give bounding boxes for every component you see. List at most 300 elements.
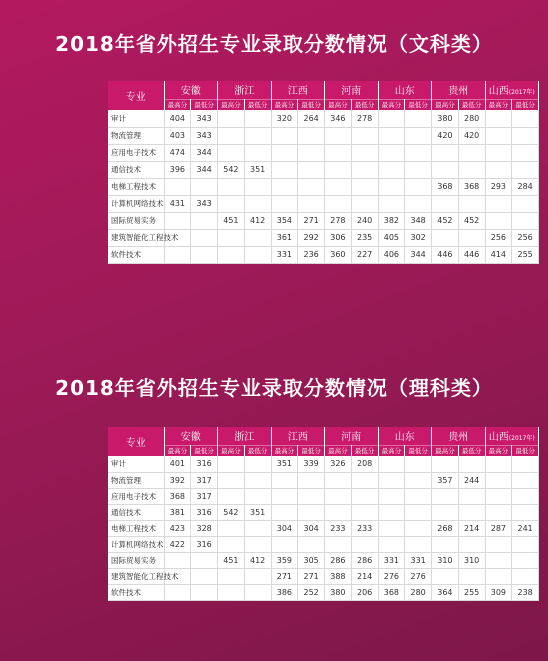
score-cell: [244, 472, 271, 488]
score-cell: 316: [191, 504, 218, 520]
score-cell: [512, 161, 539, 178]
score-cell: 401: [164, 456, 191, 472]
score-cell: 236: [298, 246, 325, 263]
score-cell: 310: [458, 552, 485, 568]
province-name: 山西: [488, 432, 509, 444]
table-row: [108, 144, 539, 161]
score-cell: 292: [298, 229, 325, 246]
score-cell: [244, 144, 271, 161]
score-cell: 396: [164, 161, 191, 178]
score-cell: [378, 110, 405, 127]
score-cell: [325, 178, 352, 195]
score-cell: [432, 144, 459, 161]
score-cell: [378, 195, 405, 212]
score-cell: 343: [191, 110, 218, 127]
major-name: 建筑智能化工程技术: [108, 229, 164, 246]
min-score-header: 最低分: [351, 445, 378, 456]
score-cell: [405, 520, 432, 536]
score-cell: [512, 127, 539, 144]
score-cell: 361: [271, 229, 298, 246]
score-cell: 317: [191, 488, 218, 504]
score-cell: [218, 178, 245, 195]
score-cell: [458, 536, 485, 552]
score-cell: [485, 552, 512, 568]
score-table: [108, 427, 539, 601]
score-cell: [378, 536, 405, 552]
score-cell: 381: [164, 504, 191, 520]
section-title: 2018年省外招生专业录取分数情况（理科类）: [55, 376, 493, 400]
score-cell: 446: [432, 246, 459, 263]
section-title: 2018年省外招生专业录取分数情况（文科类）: [55, 32, 493, 56]
score-cell: [325, 161, 352, 178]
score-cell: [405, 127, 432, 144]
score-cell: [164, 584, 191, 600]
score-cell: [432, 161, 459, 178]
score-cell: [351, 472, 378, 488]
score-cell: [485, 536, 512, 552]
min-score-header: 最低分: [191, 445, 218, 456]
score-cell: 293: [485, 178, 512, 195]
major-name: 国际贸易实务: [108, 552, 164, 568]
score-cell: [244, 536, 271, 552]
table-row: [108, 536, 539, 552]
score-cell: 316: [191, 536, 218, 552]
score-cell: [298, 504, 325, 520]
province-header: [432, 427, 486, 445]
score-cell: [298, 536, 325, 552]
score-cell: 380: [432, 110, 459, 127]
score-cell: 404: [164, 110, 191, 127]
score-cell: [244, 520, 271, 536]
score-cell: 359: [271, 552, 298, 568]
score-cell: [218, 456, 245, 472]
score-cell: [271, 536, 298, 552]
score-cell: 452: [432, 212, 459, 229]
table-row: [108, 178, 539, 195]
score-cell: [218, 110, 245, 127]
score-cell: 388: [325, 568, 352, 584]
score-cell: [405, 144, 432, 161]
score-table-panel: [108, 427, 539, 601]
score-cell: 368: [432, 178, 459, 195]
score-cell: [271, 504, 298, 520]
score-cell: [485, 456, 512, 472]
score-cell: [405, 456, 432, 472]
province-name: 河南: [341, 432, 362, 444]
score-cell: [244, 178, 271, 195]
score-cell: [512, 552, 539, 568]
score-cell: [218, 229, 245, 246]
score-cell: [271, 195, 298, 212]
score-cell: 348: [405, 212, 432, 229]
score-cell: 304: [271, 520, 298, 536]
score-cell: [271, 144, 298, 161]
max-score-header: 最高分: [432, 445, 459, 456]
score-cell: 305: [298, 552, 325, 568]
min-score-header: 最低分: [512, 445, 539, 456]
score-cell: 451: [218, 212, 245, 229]
province-name: 浙江: [234, 86, 255, 98]
score-cell: 386: [271, 584, 298, 600]
score-cell: 278: [325, 212, 352, 229]
score-cell: 255: [458, 584, 485, 600]
score-cell: [432, 568, 459, 584]
score-cell: [164, 212, 191, 229]
major-name: 审计: [108, 456, 164, 472]
score-cell: [512, 488, 539, 504]
max-score-header: 最高分: [218, 99, 245, 110]
score-cell: 240: [351, 212, 378, 229]
score-table-panel: [108, 81, 539, 264]
score-cell: [458, 161, 485, 178]
score-cell: [271, 472, 298, 488]
score-cell: 412: [244, 212, 271, 229]
score-cell: 284: [512, 178, 539, 195]
max-score-header: 最高分: [271, 445, 298, 456]
score-cell: 351: [271, 456, 298, 472]
score-cell: [244, 568, 271, 584]
score-cell: [271, 127, 298, 144]
max-score-header: 最高分: [485, 445, 512, 456]
score-cell: [512, 568, 539, 584]
major-name: 计算机网络技术: [108, 195, 164, 212]
score-cell: 309: [485, 584, 512, 600]
score-cell: [218, 144, 245, 161]
score-cell: 271: [271, 568, 298, 584]
score-cell: [512, 536, 539, 552]
max-score-header: 最高分: [378, 445, 405, 456]
score-cell: [458, 229, 485, 246]
table-row: [108, 161, 539, 178]
major-name: 电梯工程技术: [108, 520, 164, 536]
score-cell: [298, 488, 325, 504]
score-cell: [351, 161, 378, 178]
score-cell: 403: [164, 127, 191, 144]
score-cell: [432, 195, 459, 212]
score-cell: [378, 520, 405, 536]
major-name: 通信技术: [108, 161, 164, 178]
major-column-header: 专业: [108, 81, 164, 110]
score-cell: 446: [458, 246, 485, 263]
score-cell: [512, 456, 539, 472]
province-name: 山西: [488, 86, 509, 98]
score-cell: [512, 110, 539, 127]
score-cell: [351, 536, 378, 552]
score-cell: 420: [432, 127, 459, 144]
score-cell: [512, 212, 539, 229]
score-cell: [298, 127, 325, 144]
score-cell: 414: [485, 246, 512, 263]
score-cell: 256: [485, 229, 512, 246]
score-cell: [351, 178, 378, 195]
score-cell: [405, 472, 432, 488]
score-cell: 351: [244, 504, 271, 520]
score-cell: [218, 568, 245, 584]
score-cell: [164, 246, 191, 263]
score-cell: 346: [325, 110, 352, 127]
score-cell: 331: [271, 246, 298, 263]
score-cell: [405, 536, 432, 552]
major-name: 软件技术: [108, 246, 164, 263]
score-cell: 241: [512, 520, 539, 536]
score-cell: 451: [218, 552, 245, 568]
major-name: 电梯工程技术: [108, 178, 164, 195]
province-header: [432, 81, 486, 99]
score-cell: 412: [244, 552, 271, 568]
score-cell: [191, 246, 218, 263]
score-cell: 233: [351, 520, 378, 536]
score-cell: 423: [164, 520, 191, 536]
score-cell: 271: [298, 212, 325, 229]
score-cell: 286: [325, 552, 352, 568]
score-cell: 214: [458, 520, 485, 536]
score-cell: [485, 504, 512, 520]
score-cell: [405, 178, 432, 195]
score-cell: [432, 229, 459, 246]
score-cell: 306: [325, 229, 352, 246]
province-header: [271, 427, 325, 445]
score-cell: 344: [191, 161, 218, 178]
province-name: 江西: [287, 86, 308, 98]
score-cell: [405, 488, 432, 504]
province-name: 贵州: [448, 432, 469, 444]
score-cell: 302: [405, 229, 432, 246]
major-name: 应用电子技术: [108, 144, 164, 161]
score-cell: 542: [218, 504, 245, 520]
score-cell: [405, 110, 432, 127]
score-cell: [218, 246, 245, 263]
score-cell: 206: [351, 584, 378, 600]
score-cell: 304: [298, 520, 325, 536]
score-cell: [218, 195, 245, 212]
score-cell: 271: [298, 568, 325, 584]
score-cell: 255: [512, 246, 539, 263]
max-score-header: 最高分: [218, 445, 245, 456]
score-cell: [244, 110, 271, 127]
province-header: [378, 427, 432, 445]
score-cell: [191, 212, 218, 229]
score-cell: [378, 178, 405, 195]
score-cell: 344: [191, 144, 218, 161]
province-header: [271, 81, 325, 99]
score-cell: [298, 472, 325, 488]
score-cell: [325, 536, 352, 552]
province-name: 江西: [287, 432, 308, 444]
score-cell: [244, 246, 271, 263]
score-cell: 320: [271, 110, 298, 127]
score-cell: 233: [325, 520, 352, 536]
score-cell: 339: [298, 456, 325, 472]
score-cell: [378, 144, 405, 161]
table-row: [108, 127, 539, 144]
score-cell: [458, 488, 485, 504]
score-cell: 368: [378, 584, 405, 600]
min-score-header: 最低分: [298, 445, 325, 456]
table-row: [108, 195, 539, 212]
score-cell: [218, 520, 245, 536]
max-score-header: 最高分: [164, 445, 191, 456]
province-header: [325, 81, 379, 99]
score-cell: [244, 488, 271, 504]
min-score-header: 最低分: [244, 99, 271, 110]
score-cell: 542: [218, 161, 245, 178]
min-score-header: 最低分: [458, 445, 485, 456]
score-cell: [485, 110, 512, 127]
major-column-header: 专业: [108, 427, 164, 456]
major-name: 软件技术: [108, 584, 164, 600]
province-header: [164, 81, 218, 99]
score-cell: [512, 144, 539, 161]
score-cell: 344: [405, 246, 432, 263]
max-score-header: 最高分: [164, 99, 191, 110]
min-score-header: 最低分: [512, 99, 539, 110]
score-cell: [325, 488, 352, 504]
score-cell: [405, 195, 432, 212]
table-row: [108, 552, 539, 568]
min-score-header: 最低分: [244, 445, 271, 456]
province-note: (2017年): [508, 435, 535, 443]
min-score-header: 最低分: [458, 99, 485, 110]
table-row: [108, 584, 539, 600]
max-score-header: 最高分: [325, 445, 352, 456]
score-cell: [458, 568, 485, 584]
min-score-header: 最低分: [405, 445, 432, 456]
score-cell: [164, 552, 191, 568]
max-score-header: 最高分: [378, 99, 405, 110]
major-name: 通信技术: [108, 504, 164, 520]
province-header: [485, 81, 539, 99]
score-cell: [244, 195, 271, 212]
score-cell: [485, 488, 512, 504]
max-score-header: 最高分: [325, 99, 352, 110]
score-cell: [191, 568, 218, 584]
score-cell: [378, 472, 405, 488]
score-cell: 328: [191, 520, 218, 536]
max-score-header: 最高分: [485, 99, 512, 110]
table-row: [108, 212, 539, 229]
major-name: 国际贸易实务: [108, 212, 164, 229]
score-cell: [325, 504, 352, 520]
score-cell: 214: [351, 568, 378, 584]
score-cell: [458, 504, 485, 520]
score-cell: 208: [351, 456, 378, 472]
score-cell: 422: [164, 536, 191, 552]
score-cell: [325, 144, 352, 161]
table-row: [108, 246, 539, 263]
score-cell: [244, 229, 271, 246]
score-cell: [351, 195, 378, 212]
score-cell: [458, 195, 485, 212]
score-cell: 280: [405, 584, 432, 600]
score-cell: 310: [432, 552, 459, 568]
score-cell: 331: [405, 552, 432, 568]
score-cell: [485, 195, 512, 212]
score-cell: [191, 178, 218, 195]
province-header: [325, 427, 379, 445]
score-cell: 420: [458, 127, 485, 144]
table-row: [108, 488, 539, 504]
province-name: 山东: [394, 86, 415, 98]
score-cell: [378, 504, 405, 520]
score-cell: 382: [378, 212, 405, 229]
score-cell: 380: [325, 584, 352, 600]
score-cell: 317: [191, 472, 218, 488]
score-cell: 276: [405, 568, 432, 584]
score-cell: [191, 552, 218, 568]
major-name: 应用电子技术: [108, 488, 164, 504]
score-cell: [485, 472, 512, 488]
score-cell: [432, 536, 459, 552]
score-cell: [378, 456, 405, 472]
min-score-header: 最低分: [191, 99, 218, 110]
score-cell: 235: [351, 229, 378, 246]
major-name: 计算机网络技术: [108, 536, 164, 552]
score-cell: [191, 229, 218, 246]
major-name: 物流管理: [108, 472, 164, 488]
score-cell: 227: [351, 246, 378, 263]
major-name: 物流管理: [108, 127, 164, 144]
table-row: [108, 520, 539, 536]
score-cell: [351, 144, 378, 161]
score-cell: 354: [271, 212, 298, 229]
score-cell: 326: [325, 456, 352, 472]
score-cell: [298, 144, 325, 161]
score-cell: 316: [191, 456, 218, 472]
province-note: (2017年): [508, 89, 535, 97]
score-cell: 268: [432, 520, 459, 536]
province-name: 贵州: [448, 86, 469, 98]
score-cell: [378, 161, 405, 178]
score-cell: 431: [164, 195, 191, 212]
score-cell: [325, 472, 352, 488]
score-cell: [218, 488, 245, 504]
score-cell: [298, 161, 325, 178]
table-row: [108, 456, 539, 472]
score-table: [108, 81, 539, 264]
province-header: [218, 81, 272, 99]
max-score-header: 最高分: [432, 99, 459, 110]
province-name: 河南: [341, 86, 362, 98]
score-cell: 360: [325, 246, 352, 263]
score-cell: [405, 504, 432, 520]
table-row: [108, 568, 539, 584]
score-cell: [351, 488, 378, 504]
score-cell: [218, 584, 245, 600]
score-cell: [512, 472, 539, 488]
score-cell: 264: [298, 110, 325, 127]
score-cell: 406: [378, 246, 405, 263]
score-cell: 474: [164, 144, 191, 161]
score-cell: 343: [191, 127, 218, 144]
score-cell: 357: [432, 472, 459, 488]
score-cell: [351, 504, 378, 520]
province-name: 山东: [394, 432, 415, 444]
table-row: [108, 229, 539, 246]
score-cell: [298, 178, 325, 195]
score-cell: 256: [512, 229, 539, 246]
score-cell: 331: [378, 552, 405, 568]
score-cell: 452: [458, 212, 485, 229]
score-cell: [325, 127, 352, 144]
score-cell: 343: [191, 195, 218, 212]
score-cell: [512, 504, 539, 520]
province-header: [218, 427, 272, 445]
score-cell: [244, 127, 271, 144]
score-cell: [164, 178, 191, 195]
score-cell: [325, 195, 352, 212]
score-cell: [485, 161, 512, 178]
score-cell: [218, 536, 245, 552]
